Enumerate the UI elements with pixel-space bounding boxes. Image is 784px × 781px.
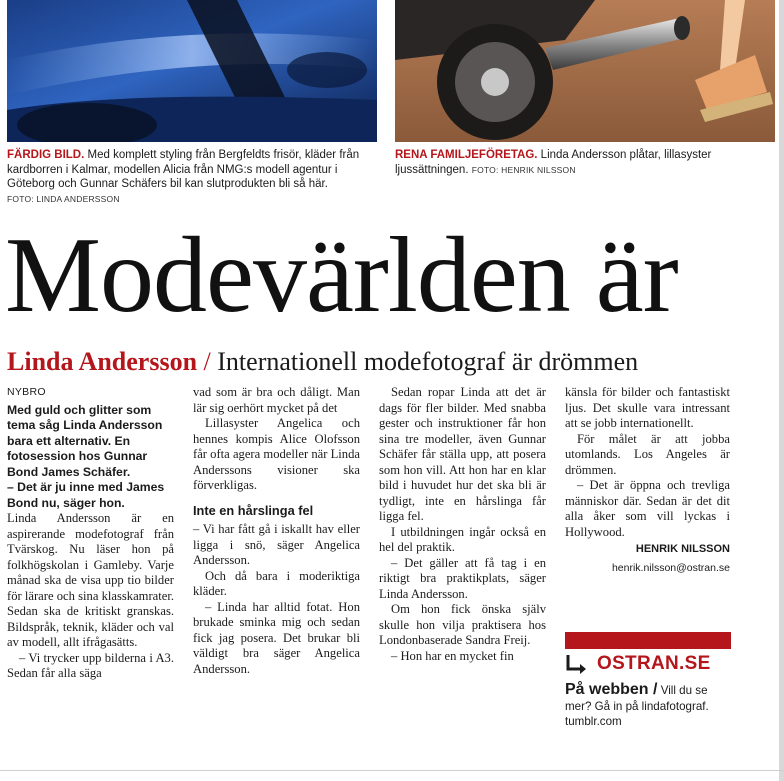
paragraph: – Linda har alltid fotat. Hon brukade sminka mig och sedan fick jag posera. Det brukar bli väldigt bra säger Angelica Andersson. — [193, 599, 360, 676]
article-column-4 — [565, 385, 730, 576]
site-brand[interactable]: OSTRAN.SE — [597, 653, 711, 674]
subheadline — [7, 347, 638, 377]
promo-text — [565, 682, 731, 730]
caption-text: Linda Andersson plåtar, lillasyster ljussättningen. — [395, 149, 712, 176]
arrow-icon — [565, 654, 589, 674]
subhead-separator: / — [203, 347, 211, 376]
article-column-1 — [7, 385, 174, 682]
paragraph: Om hon fick önska själv skulle hon vilja praktisera hos Londonbaserade Sandra Freij. — [379, 602, 546, 647]
photo-car-model — [7, 0, 377, 142]
bottom-divider — [0, 770, 784, 771]
caption-right — [395, 148, 765, 177]
headline: Modevärlden är — [5, 216, 678, 335]
paragraph: För målet är att jobba utomlands. Los Angeles är drömmen. — [565, 431, 730, 477]
paragraph: – Det gäller att få tag i en riktigt bra praktikplats, säger Linda Andersson. — [379, 555, 546, 601]
paragraph: känsla för bilder och fantastiskt ljus. Det skulle vara intressant att se jobb internationellt. — [565, 385, 730, 430]
subhead-text: Internationell modefotograf är drömmen — [217, 347, 639, 376]
article-column-3 — [379, 385, 546, 664]
caption-lead: FÄRDIG BILD. — [7, 149, 85, 161]
promo-body: Vill du se mer? Gå in på lindafotograf. — [565, 684, 709, 713]
promo-logo — [565, 653, 731, 675]
paragraph: Lillasyster Angelica och hennes kompis Alice Olofsson får ofta agera modeller när Linda Anderssons visioner ska förverkligas. — [193, 416, 360, 492]
subheading: Inte en hårslinga fel — [193, 502, 314, 518]
ingress-quote: – Det är ju inne med James Bond nu, säger hon. — [7, 480, 165, 510]
paragraph: I utbildningen ingår också en hel del praktik. — [379, 524, 546, 554]
author-email[interactable]: henrik.nilsson@ostran.se — [611, 561, 730, 574]
paragraph: Sedan ropar Linda att det är dags för fler bilder. Med snabba gester och instruktioner får hon sina tre modeller, även Gunnar Schäfer får ställa upp, att posera som hon vill. Att hon har en klar bild i huvudet hur det ska bli är tydligt, inte en hårslinga får ligga fel. — [379, 385, 546, 523]
photo-motorcycle — [395, 0, 775, 142]
caption-lead: RENA FAMILJEFÖRETAG. — [395, 149, 538, 161]
caption-text: Med komplett styling från Bergfeldts frisör, kläder från kardborren i Kalmar, modellen Alicia från NMG:s modell agentur i Göteborg och Gunnar Schäfers bil kan slutprodukten bli så här. — [7, 149, 360, 190]
ingress: Med guld och glitter som tema såg Linda Andersson bara ett alternativ. En fotosession hos Gunnar Bond James Schäfer. — [7, 402, 163, 479]
web-promo-box — [565, 632, 731, 730]
paragraph: Linda Andersson är en aspirerande modefotograf från Tvärskog. Nu läser hon på folkhögskolan i Gamleby. Varje månad ska de visa upp tio bilder för lärare och sina klasskamrater. Sedan ska de kritiskt granskas. Bildspråk, teknik, kläder och val av modell, allt ifrågasätts. — [7, 511, 174, 649]
paragraph: vad som är bra och dåligt. Man lär sig oerhört mycket på det — [193, 385, 360, 415]
byline: HENRIK NILSSON — [635, 543, 730, 555]
paragraph: – Hon har en mycket fin — [391, 648, 514, 663]
paragraph: Och då bara i moderiktiga kläder. — [193, 568, 360, 598]
dateline: NYBRO — [7, 386, 46, 398]
promo-heading: På webben / — [565, 681, 658, 698]
caption-left — [7, 148, 379, 206]
article-column-2 — [193, 385, 360, 677]
photo-credit: FOTO: HENRIK NILSSON — [471, 164, 576, 175]
promo-bar — [565, 632, 731, 649]
photo-credit: FOTO: LINDA ANDERSSON — [7, 193, 120, 204]
promo-url[interactable]: tumblr.com — [565, 715, 622, 728]
paragraph: – Det är öppna och trevliga människor där. Sedan är det dit alla åker som vill lyckas i Hollywood. — [565, 478, 730, 539]
paragraph: – Vi trycker upp bilderna i A3. Sedan får alla säga — [7, 650, 174, 680]
subhead-name: Linda Andersson — [7, 347, 198, 376]
page-edge — [779, 0, 784, 781]
paragraph: – Vi har fått gå i iskallt hav eller ligga i snö, säger Angelica Andersson. — [193, 522, 360, 567]
